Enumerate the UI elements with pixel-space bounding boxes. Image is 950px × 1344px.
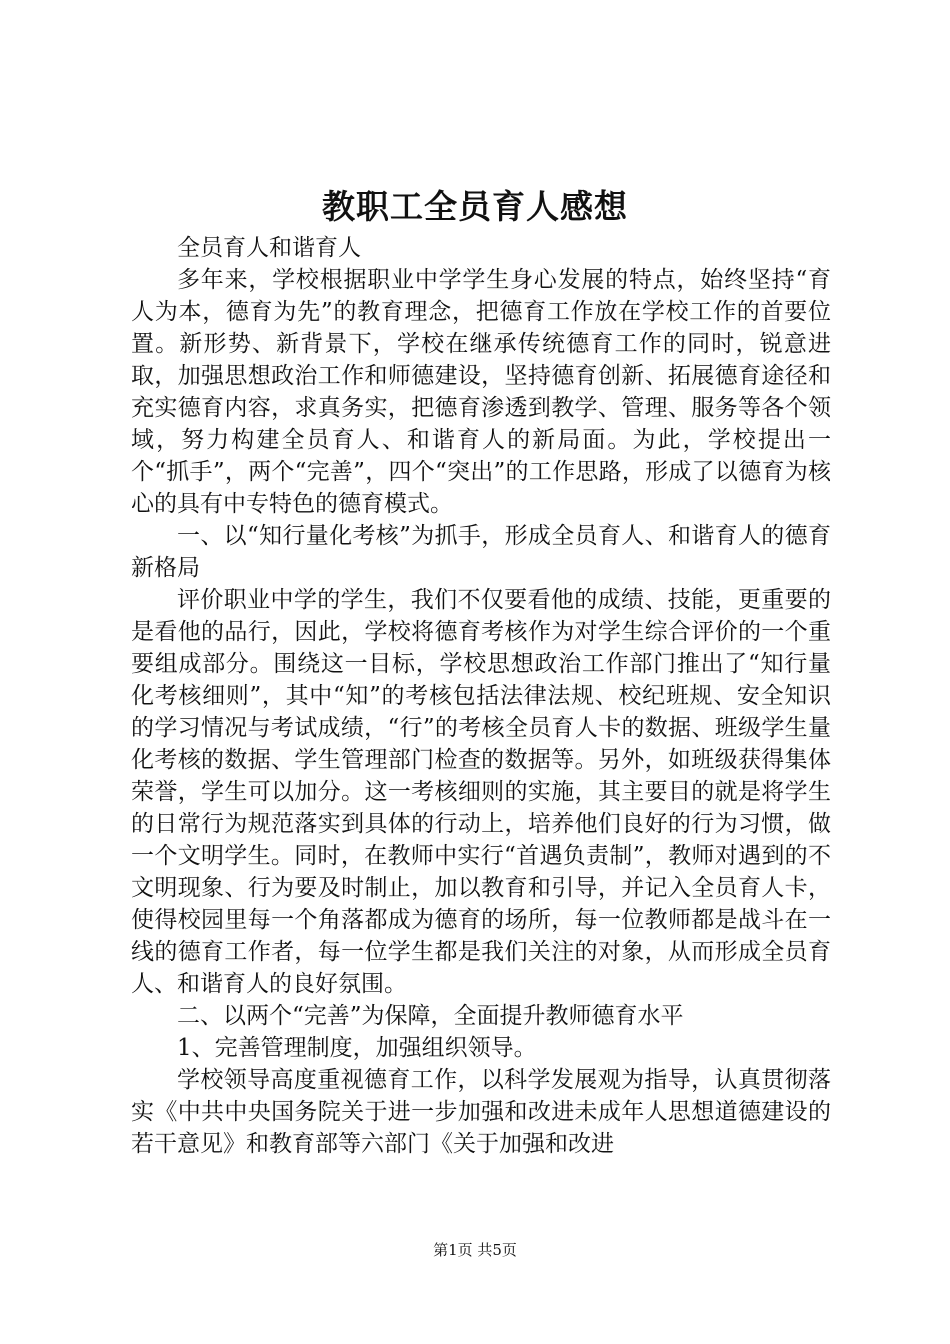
subsection-heading-1: 1、完善管理制度，加强组织领导。 <box>177 1035 537 1061</box>
intro-paragraph: 多年来，学校根据职业中学学生身心发展的特点，始终坚持“育人为本，德育为先”的教育理念，把德育工作放在学校工作的首要位置。新形势、新背景下，学校在继承传统德育工作的同时，锐意进取，加强思想政治工作和师德建设，坚持德育创新、拓展德育途径和充实德育内容，求真务实，把德育渗透到教学、管理、服务等各个领域，努力构建全员育人、和谐育人的新局面。为此，学校提出一个“抓手”，两个“完善”，四个“突出”的工作思路，形成了以德育为核心的具有中专特色的德育模式。 <box>131 267 831 517</box>
section-heading-2: 二、以两个“完善”为保障，全面提升教师德育水平 <box>177 1003 684 1029</box>
document-body <box>131 232 831 1160</box>
subsection-1-paragraph: 学校领导高度重视德育工作，以科学发展观为指导，认真贯彻落实《中共中央国务院关于进一步加强和改进未成年人思想道德建设的若干意见》和教育部等六部门《关于加强和改进 <box>131 1067 831 1157</box>
subtitle-paragraph: 全员育人和谐育人 <box>177 235 361 261</box>
page-footer: 第1页 共5页 <box>433 1241 517 1259</box>
section-heading-1: 一、以“知行量化考核”为抓手，形成全员育人、和谐育人的德育新格局 <box>131 523 831 581</box>
document-title: 教职工全员育人感想 <box>322 187 628 226</box>
section-1-paragraph: 评价职业中学的学生，我们不仅要看他的成绩、技能，更重要的是看他的品行，因此，学校将德育考核作为对学生综合评价的一个重要组成部分。围绕这一目标，学校思想政治工作部门推出了“知行量化考核细则”，其中“知”的考核包括法律法规、校纪班规、安全知识的学习情况与考试成绩，“行”的考核全员育人卡的数据、班级学生量化考核的数据、学生管理部门检查的数据等。另外，如班级获得集体荣誉，学生可以加分。这一考核细则的实施，其主要目的就是将学生的日常行为规范落实到具体的行动上，培养他们良好的行为习惯，做一个文明学生。同时，在教师中实行“首遇负责制”，教师对遇到的不文明现象、行为要及时制止，加以教育和引导，并记入全员育人卡，使得校园里每一个角落都成为德育的场所，每一位教师都是战斗在一线的德育工作者，每一位学生都是我们关注的对象，从而形成全员育人、和谐育人的良好氛围。 <box>131 587 831 997</box>
